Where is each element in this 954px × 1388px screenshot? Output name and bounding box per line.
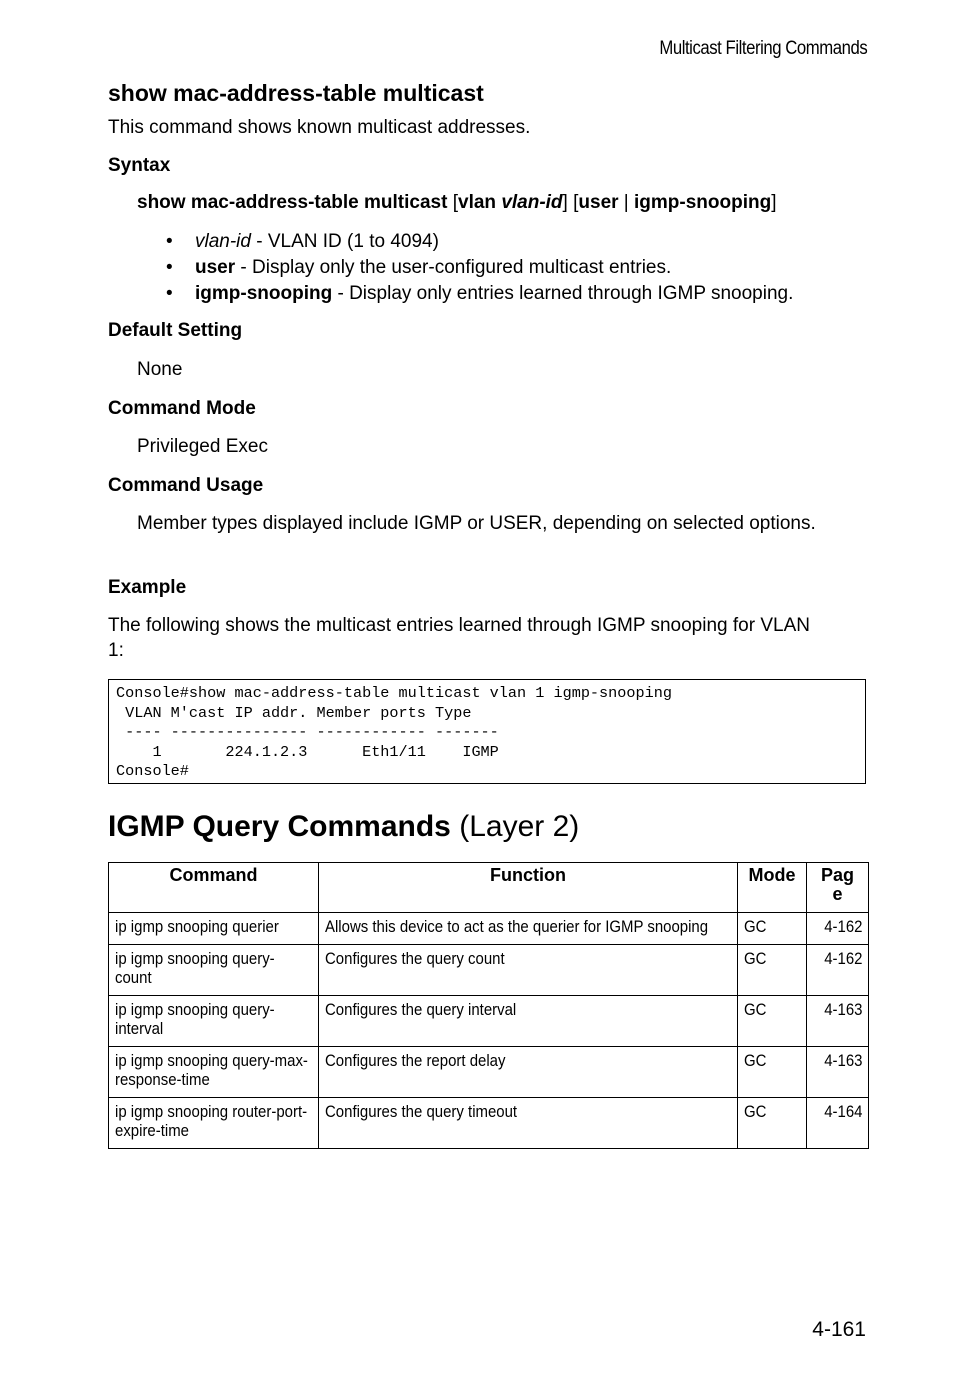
syntax-bracket: ] xyxy=(562,192,568,213)
function-cell: Configures the query timeout xyxy=(319,1098,738,1149)
syntax-bracket: [ xyxy=(567,192,579,213)
table-row xyxy=(109,913,869,945)
command-mode-value: Privileged Exec xyxy=(137,436,268,457)
page-number: 4-161 xyxy=(812,1318,866,1341)
mode-cell: GC xyxy=(738,1047,807,1098)
example-intro: The following shows the multicast entries learned through IGMP snooping for VLAN 1: xyxy=(108,615,810,661)
section-title-bold: IGMP Query Commands xyxy=(108,810,451,843)
command-cell: ip igmp snooping query-count xyxy=(109,945,319,996)
command-cell: ip igmp snooping router-port-expire-time xyxy=(109,1098,319,1149)
syntax-bracket: ] xyxy=(771,192,777,213)
table-row xyxy=(109,1098,869,1149)
function-cell: Configures the report delay xyxy=(319,1047,738,1098)
parameter-desc: - Display only the user-configured multicast entries. xyxy=(235,257,672,278)
mode-cell: GC xyxy=(738,913,807,945)
parameter-name: igmp-snooping xyxy=(195,283,333,304)
table-row xyxy=(109,1047,869,1098)
column-header-mode: Mode xyxy=(738,863,807,913)
mode-cell: GC xyxy=(738,996,807,1047)
example-code-box xyxy=(108,679,866,784)
mode-cell: GC xyxy=(738,1098,807,1149)
parameter-name: vlan-id xyxy=(195,231,251,252)
function-cell: Allows this device to act as the querier for IGMP snooping xyxy=(319,913,738,945)
command-cell: ip igmp snooping query-interval xyxy=(109,996,319,1047)
command-usage-heading: Command Usage xyxy=(108,475,264,496)
parameter-item xyxy=(166,229,793,255)
syntax-line xyxy=(137,192,777,214)
page-cell: 4-162 xyxy=(807,913,869,945)
running-header: Multicast Filtering Commands xyxy=(659,38,867,59)
section-title xyxy=(108,810,579,844)
page-cell: 4-162 xyxy=(807,945,869,996)
page-cell: 4-163 xyxy=(807,996,869,1047)
command-description: This command shows known multicast addresses. xyxy=(108,117,531,138)
table-header-row xyxy=(109,863,869,913)
default-setting-heading: Default Setting xyxy=(108,320,243,341)
column-header-function: Function xyxy=(319,863,738,913)
syntax-command: show mac-address-table multicast xyxy=(137,192,448,213)
function-cell: Configures the query count xyxy=(319,945,738,996)
example-heading: Example xyxy=(108,577,187,598)
table-row xyxy=(109,996,869,1047)
command-title: show mac-address-table multicast xyxy=(108,80,484,106)
command-cell: ip igmp snooping query-max-response-time xyxy=(109,1047,319,1098)
syntax-igmp-keyword: igmp-snooping xyxy=(634,192,772,213)
column-header-command: Command xyxy=(109,863,319,913)
example-code: Console#show mac-address-table multicast vlan 1 igmp-snooping VLAN M'cast IP addr. Member ports Type ---- --------------- ------------ ------- 1 224.1.2.3 Eth1/11 IGMP Console# xyxy=(116,684,672,780)
command-usage-text: Member types displayed include IGMP or USER, depending on selected options. xyxy=(137,513,816,534)
syntax-user-keyword: user xyxy=(578,192,619,213)
command-mode-heading: Command Mode xyxy=(108,398,256,419)
syntax-vlan-keyword: vlan xyxy=(458,192,497,213)
mode-cell: GC xyxy=(738,945,807,996)
page-cell: 4-163 xyxy=(807,1047,869,1098)
syntax-pipe: | xyxy=(618,192,635,213)
command-cell: ip igmp snooping querier xyxy=(109,913,319,945)
table-row xyxy=(109,945,869,996)
parameter-item xyxy=(166,281,793,307)
parameter-desc: - VLAN ID (1 to 4094) xyxy=(250,231,439,252)
parameter-name: user xyxy=(195,257,236,278)
syntax-heading: Syntax xyxy=(108,155,171,176)
parameter-item xyxy=(166,255,793,281)
default-setting-value: None xyxy=(137,359,183,380)
igmp-query-commands-table xyxy=(108,862,869,1149)
syntax-vlan-id: vlan-id xyxy=(501,192,563,213)
column-header-page: Page xyxy=(807,863,869,913)
parameter-desc: - Display only entries learned through IGMP snooping. xyxy=(332,283,794,304)
syntax-bracket: [ xyxy=(447,192,458,213)
page-cell: 4-164 xyxy=(807,1098,869,1149)
function-cell: Configures the query interval xyxy=(319,996,738,1047)
parameter-list xyxy=(166,229,793,307)
section-title-rest: (Layer 2) xyxy=(450,810,580,843)
